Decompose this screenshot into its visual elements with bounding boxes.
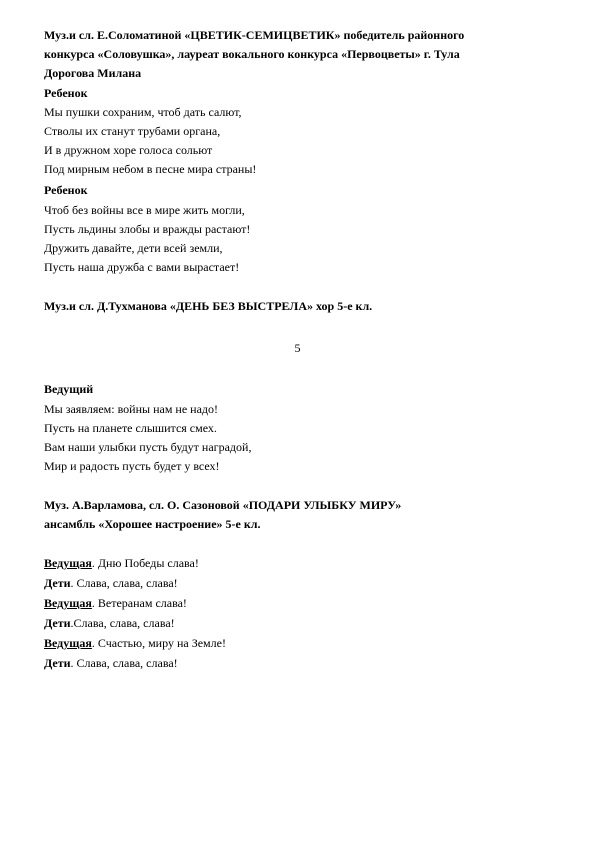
dialogue-line <box>44 614 554 633</box>
dialogue-speaker: Дети <box>44 656 71 670</box>
dialogue-text: .Слава, слава, слава! <box>70 616 175 630</box>
song-title-line-2: конкурса «Соловушка», лауреат вокального конкурса «Первоцветы» г. Тула <box>44 47 460 61</box>
verse-line: Дружить давайте, дети всей земли, <box>44 241 223 255</box>
verse-line: Стволы их станут трубами органа, <box>44 124 221 138</box>
speaker-label: Ребенок <box>44 86 88 100</box>
song-title: Муз.и сл. Д.Тухманова «ДЕНЬ БЕЗ ВЫСТРЕЛА» хор 5-е кл. <box>44 299 373 313</box>
verse-line: Мир и радость пусть будет у всех! <box>44 459 220 473</box>
speaker-label: Ребенок <box>44 183 88 197</box>
dialogue-line <box>44 594 554 613</box>
dialogue-text: . Счастью, миру на Земле! <box>91 636 226 650</box>
dialogue-line <box>44 554 554 573</box>
verse-line: И в дружном хоре голоса сольют <box>44 143 213 157</box>
dialogue-text: . Ветеранам слава! <box>91 596 187 610</box>
song-title-line-2: ансамбль «Хорошее настроение» 5-е кл. <box>44 517 261 531</box>
page-number: 5 <box>294 341 301 355</box>
verse-line: Вам наши улыбки пусть будут наградой, <box>44 440 252 454</box>
verse-line: Пусть льдины злобы и вражды растают! <box>44 222 251 236</box>
verse-line: Под мирным небом в песне мира страны! <box>44 162 257 176</box>
dialogue-line <box>44 634 554 653</box>
dialogue-speaker: Ведущая <box>44 596 92 610</box>
song-title-line-1: Муз.и сл. Е.Соломатиной «ЦВЕТИК-СЕМИЦВЕТИК» победитель районного <box>44 28 465 42</box>
song-title-line-1: Муз. А.Варламова, сл. О. Сазоновой «ПОДАРИ УЛЫБКУ МИРУ» <box>44 498 402 512</box>
dialogue-speaker: Дети <box>44 616 71 630</box>
verse-line: Мы пушки сохраним, чтоб дать салют, <box>44 105 242 119</box>
verse-line: Пусть наша дружба с вами вырастает! <box>44 260 240 274</box>
dialogue-text: . Слава, слава, слава! <box>70 576 178 590</box>
dialogue-line <box>44 574 554 593</box>
verse-line: Пусть на планете слышится смех. <box>44 421 217 435</box>
dialogue-text: . Дню Победы слава! <box>91 556 199 570</box>
dialogue-text: . Слава, слава, слава! <box>70 656 178 670</box>
dialogue-speaker: Ведущая <box>44 556 92 570</box>
speaker-label: Ведущий <box>44 382 94 396</box>
performer-name: Дорогова Милана <box>44 66 142 80</box>
dialogue-speaker: Дети <box>44 576 71 590</box>
verse-line: Чтоб без войны все в мире жить могли, <box>44 203 245 217</box>
verse-line: Мы заявляем: войны нам не надо! <box>44 402 219 416</box>
dialogue-line <box>44 654 554 673</box>
dialogue-speaker: Ведущая <box>44 636 92 650</box>
